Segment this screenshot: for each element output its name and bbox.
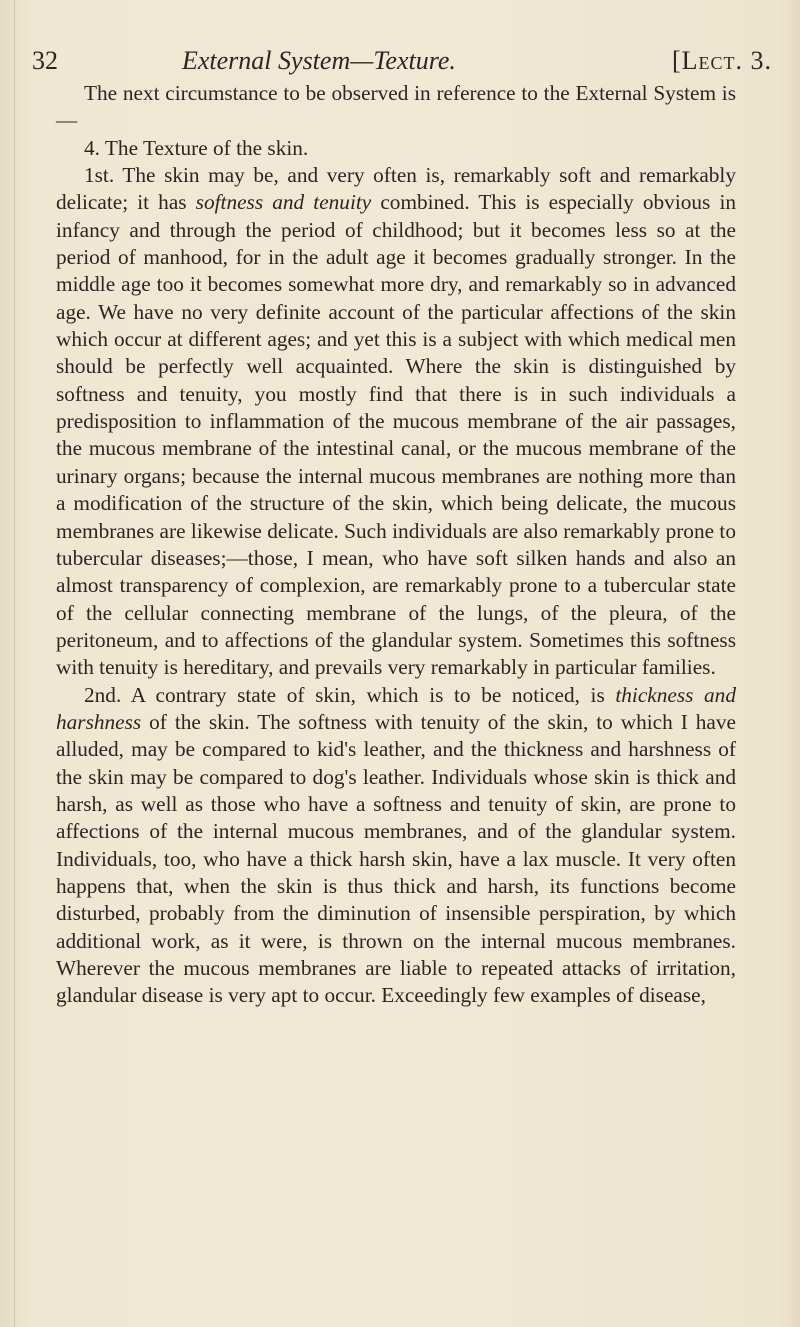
running-title: External System—Texture.	[182, 46, 456, 75]
thickness-text-start: 2nd. A contrary state of skin, which is to be noticed, is	[84, 682, 616, 707]
paragraph-intro: The next circumstance to be observed in reference to the External System is—	[56, 81, 736, 133]
body-text	[56, 80, 736, 1010]
softness-emphasis: softness and tenuity	[195, 190, 372, 215]
paragraph-texture-heading: 4. The Texture of the skin.	[84, 135, 309, 160]
paragraph-softness	[56, 162, 736, 682]
softness-text-rest: combined. This is especially obvious in infancy and through the period of childhood; but it becomes less so at the period of manhood, for in the adult age it becomes gradually stronger. In the middle age too it becomes somewhat more dry, and remarkably so in advanced age. We have no very definite account of the particular affections of the skin which occur at different ages; and yet this is a subject with which medical men should be perfectly well acquainted. Where the skin is distinguished by softness and tenuity, you mostly find that there is in such individuals a predisposition to inflammation of the mucous membrane of the air passages, the mucous membrane of the intestinal canal, or the mucous membrane of the urinary organs; because the internal mucous membranes are nothing more than a modification of the structure of the skin, which being delicate, the mucous membranes are likewise delicate. Such individuals are also remarkably prone to tubercular diseases;—those, I mean, who have soft silken hands and also an almost transparency of complexion, are remarkably prone to a tubercular state of the cellular connecting membrane of the lungs, of the pleura, of the peritoneum, and to affections of the glandular system. Sometimes this softness with tenuity is hereditary, and prevails very remarkably in particular families.	[56, 190, 737, 680]
page-number: 32	[32, 46, 58, 75]
thickness-emphasis: thickness and harshness	[56, 682, 736, 734]
page-gutter	[14, 0, 15, 1327]
lecture-label: [Lect. 3.	[671, 46, 772, 75]
softness-text-start: 1st. The skin may be, and very often is, remarkably soft and remarkably delicate; it has	[56, 163, 736, 215]
thickness-text-rest: of the skin. The softness with tenuity of the skin, to which I have alluded, may be compared to kid's leather, and the thickness and harshness of the skin may be compared to dog's leather. Individuals whose skin is thick and harsh, as well as those who have a softness and tenuity of skin, are prone to affections of the internal mucous membranes, and of the glandular system. Individuals, too, who have a thick harsh skin, have a lax muscle. It very often happens that, when the skin is thus thick and harsh, its functions become disturbed, probably from the diminution of insensible perspiration, by which additional work, as it were, is thrown on the internal mucous membranes. Wherever the mucous membranes are liable to repeated attacks of irritation, glandular disease is very apt to occur. Exceedingly few examples of disease,	[56, 709, 736, 1008]
running-header	[32, 46, 772, 82]
paragraph-thickness	[56, 682, 736, 1010]
